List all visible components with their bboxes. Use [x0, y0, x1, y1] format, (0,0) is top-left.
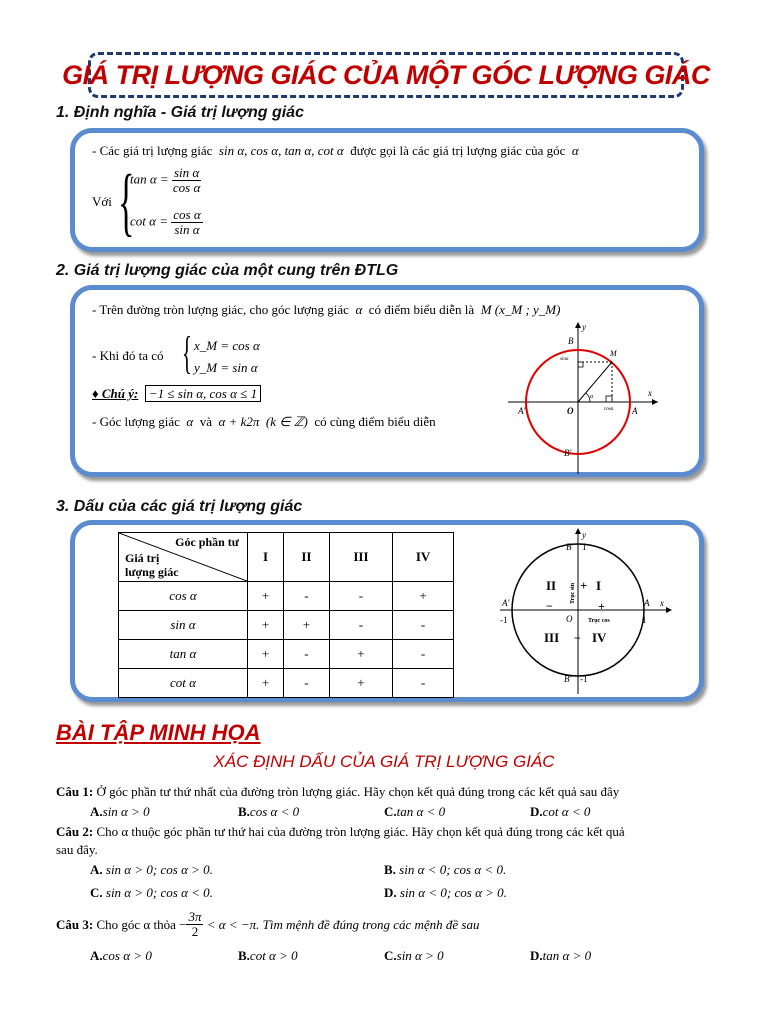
label-o: O [567, 406, 574, 416]
def-line1-suffix: được gọi là các giá trị lượng giác của góc [350, 143, 566, 158]
table-cell: - [329, 582, 392, 611]
exercises-subheading: XÁC ĐỊNH DẤU CỦA GIÁ TRỊ LƯỢNG GIÁC [213, 752, 555, 771]
s2-brace: { [182, 327, 192, 378]
q1-option-b [238, 804, 299, 820]
corner-bottom-2: lượng giác [125, 565, 179, 579]
q1-option-d [530, 804, 590, 820]
q1-a-value: sin α > 0 [102, 804, 150, 819]
label-alpha: α [590, 394, 594, 400]
q3-frac-sign: − [179, 916, 187, 932]
label-a: A [632, 406, 638, 416]
eq-ym: y_M = sin α [194, 360, 258, 375]
q2-b-letter: B. [384, 862, 396, 877]
cot-den: sin α [174, 222, 200, 237]
def-line1-alpha: α [571, 143, 579, 158]
label-one-right: 1 [642, 615, 647, 625]
q1-b-letter: B. [238, 804, 250, 819]
question-2 [56, 824, 625, 840]
q3-text-b: < α < −π. Tìm mệnh đề đúng trong các mệnh đề sau [206, 916, 480, 932]
trig-circle-diagram [508, 318, 668, 474]
note-box: −1 ≤ sin α, cos α ≤ 1 [145, 385, 261, 402]
table-cell: + [248, 640, 284, 669]
tan-definition [130, 166, 201, 195]
table-cell: - [284, 582, 330, 611]
table-cell: + [248, 611, 284, 640]
q3-frac-den: 2 [191, 924, 199, 939]
label-minus-b: − [574, 631, 581, 645]
q2-a-letter: A. [90, 862, 103, 877]
q1-c-value: tan α < 0 [396, 804, 446, 819]
label-b-prime: B′ [564, 448, 572, 458]
label-quadrant-i: I [596, 578, 602, 593]
corner-top: Góc phần tư [175, 535, 239, 549]
label-cos: cosα [604, 407, 614, 412]
tan-fraction [172, 166, 201, 195]
table-row [119, 611, 454, 640]
label-m: M [610, 349, 617, 358]
q2-option-c [90, 885, 213, 901]
header-quadrant-i: I [248, 533, 284, 582]
note-label: ♦ Chú ý: [92, 386, 139, 401]
table-cell: + [393, 582, 454, 611]
label-one-top: 1 [582, 542, 587, 552]
label-x: x [660, 598, 664, 608]
sign-table-corner [119, 533, 248, 582]
tan-num: sin α [173, 165, 200, 180]
label-sin: sinα [560, 357, 569, 362]
page-title: GIÁ TRỊ LƯỢNG GIÁC CỦA MỘT GÓC LƯỢNG GIÁC [62, 59, 710, 90]
label-truc-cos: Trục cos [588, 618, 610, 624]
table-cell: + [248, 582, 284, 611]
q2-b-value: sin α < 0; cos α < 0. [399, 862, 507, 877]
label-a-prime: A′ [518, 406, 526, 416]
q2-option-b [384, 862, 506, 878]
q3-d-letter: D. [530, 948, 543, 963]
q1-option-c [384, 804, 445, 820]
q2-text2: sau đây. [56, 842, 98, 857]
sign-circle-diagram [488, 526, 678, 696]
label-o: O [566, 614, 573, 624]
def-line1 [92, 143, 579, 159]
def-line1-math: sin α, cos α, tan α, cot α [218, 143, 344, 158]
row-label-sin: sin α [119, 611, 248, 640]
table-cell: + [284, 611, 330, 640]
label-y: y [582, 530, 586, 540]
q2-option-a [90, 862, 213, 878]
def-line1-prefix: - Các giá trị lượng giác [92, 143, 213, 158]
q3-c-value: sin α > 0 [396, 948, 444, 963]
x-axis-arrow-icon [652, 399, 658, 405]
q2-d-letter: D. [384, 885, 397, 900]
q1-d-value: cot α < 0 [542, 804, 591, 819]
q3-option-d [530, 948, 591, 964]
label-a-prime: A′ [502, 598, 510, 608]
tan-lhs: tan α = [130, 171, 169, 187]
s2-line1 [92, 302, 560, 318]
cot-lhs: cot α = [130, 213, 168, 229]
q2-option-d [384, 885, 507, 901]
q1-label: Câu 1: [56, 784, 94, 799]
q3-c-letter: C. [384, 948, 397, 963]
question-3 [56, 910, 479, 939]
s2-line3-k: (k ∈ ℤ) [265, 414, 308, 429]
sign-table [118, 532, 454, 698]
header-quadrant-iv: IV [393, 533, 454, 582]
q3-option-a [90, 948, 152, 964]
cot-num: cos α [173, 207, 201, 222]
table-cell: + [329, 669, 392, 698]
label-quadrant-ii: II [546, 578, 557, 593]
q1-option-a [90, 804, 150, 820]
q3-option-c [384, 948, 444, 964]
x-axis-arrow-icon [666, 607, 672, 613]
q2-a-value: sin α > 0; cos α > 0. [105, 862, 213, 877]
row-label-cos: cos α [119, 582, 248, 611]
label-plus-tr: + [580, 578, 588, 593]
s2-line3-prefix: - Góc lượng giác [92, 414, 180, 429]
title-box [62, 52, 710, 98]
s2-line1-mid: có điểm biểu diễn là [368, 302, 475, 317]
row-label-tan: tan α [119, 640, 248, 669]
cot-definition [130, 208, 203, 237]
q3-d-value: tan α > 0 [542, 948, 592, 963]
q2-c-value: sin α > 0; cos α < 0. [105, 885, 213, 900]
label-truc-sin: Trục sin [570, 582, 576, 604]
section2-heading: 2. Giá trị lượng giác của một cung trên ĐTLG [56, 262, 399, 279]
eq-xm: x_M = cos α [194, 338, 260, 353]
sign-table-header-row [119, 533, 454, 582]
label-x: x [648, 388, 652, 398]
q3-text-a: Cho góc α thỏa [96, 916, 176, 932]
label-a: A [644, 598, 650, 608]
note-line [92, 386, 261, 402]
s2-line1-text: - Trên đường tròn lượng giác, cho góc lượng giác [92, 302, 349, 317]
table-cell: - [284, 640, 330, 669]
q3-a-letter: A. [90, 948, 103, 963]
y-axis-arrow-icon [575, 528, 581, 534]
label-y: y [582, 322, 586, 332]
s2-line1-alpha: α [355, 302, 363, 317]
row-label-cot: cot α [119, 669, 248, 698]
right-angle-mark [606, 396, 612, 402]
q3-b-value: cot α > 0 [249, 948, 298, 963]
header-quadrant-iii: III [329, 533, 392, 582]
s2-line3-suffix: có cùng điểm biểu diễn [314, 414, 436, 429]
table-cell: + [329, 640, 392, 669]
q2-c-letter: C. [90, 885, 103, 900]
with-label: Với [92, 194, 112, 209]
label-minus-one-bottom: -1 [580, 674, 588, 684]
q1-d-letter: D. [530, 804, 543, 819]
s2-line3-b: α + k2π [218, 414, 260, 429]
label-quadrant-iv: IV [592, 630, 607, 645]
cot-fraction [171, 208, 202, 237]
q3-label: Câu 3: [56, 916, 94, 932]
table-cell: - [393, 611, 454, 640]
s2-line3-and: và [199, 414, 213, 429]
label-b: B [568, 336, 574, 346]
label-b: B [566, 542, 572, 552]
corner-bottom-1: Giá trị [125, 551, 160, 565]
q2-d-value: sin α < 0; cos α > 0. [399, 885, 507, 900]
q1-b-value: cos α < 0 [249, 804, 300, 819]
label-b-prime: B′ [564, 674, 572, 684]
q2-text1: Cho α thuộc góc phần tư thứ hai của đường tròn lượng giác. Hãy chọn kết quả đúng trong các kết quả [96, 824, 625, 839]
y-axis-arrow-icon [575, 322, 581, 328]
s2-line3 [92, 414, 436, 430]
q3-frac-num: 3π [188, 909, 202, 924]
label-quadrant-iii: III [544, 630, 560, 645]
table-cell: - [393, 669, 454, 698]
label-minus-l: − [546, 599, 553, 613]
question-1 [56, 784, 619, 800]
q1-text: Ở góc phần tư thứ nhất của đường tròn lượng giác. Hãy chọn kết quả đúng trong các kết quả sau đây [96, 784, 620, 799]
q3-a-value: cos α > 0 [102, 948, 152, 963]
q3-fraction [186, 910, 203, 939]
s2-line3-a: α [186, 414, 194, 429]
q1-a-letter: A. [90, 804, 103, 819]
def-brace: { [118, 160, 135, 244]
table-cell: - [284, 669, 330, 698]
table-cell: + [248, 669, 284, 698]
right-angle-mark-2 [578, 362, 583, 367]
table-cell: - [329, 611, 392, 640]
q1-c-letter: C. [384, 804, 397, 819]
q3-option-b [238, 948, 298, 964]
khi-label: - Khi đó ta có [92, 348, 164, 363]
label-plus-r: + [598, 599, 605, 613]
section3-heading: 3. Dấu của các giá trị lượng giác [56, 498, 303, 515]
q3-b-letter: B. [238, 948, 250, 963]
table-row [119, 582, 454, 611]
header-quadrant-ii: II [284, 533, 330, 582]
table-cell: - [393, 640, 454, 669]
section1-heading: 1. Định nghĩa - Giá trị lượng giác [56, 104, 304, 121]
table-row [119, 640, 454, 669]
table-row [119, 669, 454, 698]
tan-den: cos α [172, 180, 201, 195]
exercises-heading: BÀI TẬP MINH HỌA [56, 720, 261, 745]
label-minus-one-left: -1 [500, 615, 508, 625]
s2-point-m: M (x_M ; y_M) [480, 302, 561, 317]
q2-label: Câu 2: [56, 824, 94, 839]
